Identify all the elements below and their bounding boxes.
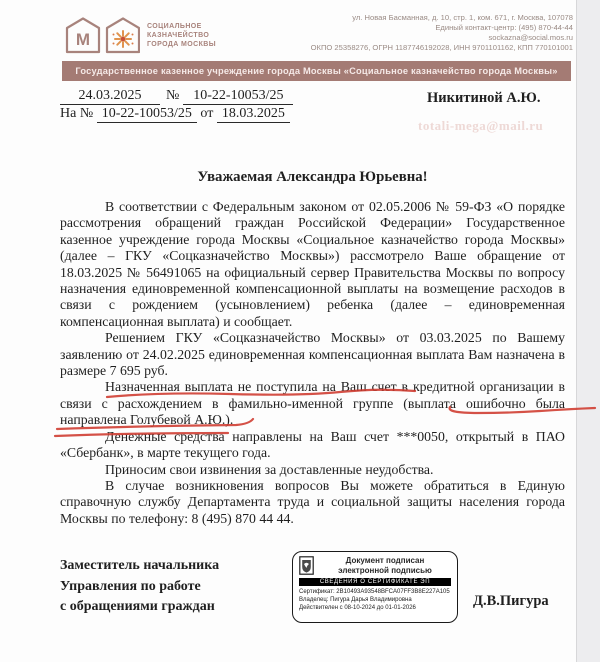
stamp-details [299, 588, 451, 612]
moscow-crest-icon [299, 556, 314, 575]
banner-text: Государственное казенное учреждение города Москвы «Социальное казначейство города Москвы» [75, 66, 558, 76]
stamp-title-line2: электронной подписью [338, 565, 432, 575]
signer-position-line: Заместитель начальника [60, 558, 220, 573]
signer-position-line: с обращениями граждан [60, 599, 215, 614]
org-logo-text-line: ГОРОДА МОСКВЫ [147, 40, 216, 48]
logo-letter-m: М [75, 30, 91, 49]
stamp-validity: Действителен с 08-10-2024 до 01-01-2026 [299, 605, 416, 611]
stamp-certificate-number: Сертификат: 2B10493A93548BFCA07FF3B8E227A105 [299, 589, 450, 595]
email-watermark: totali-mega@mail.ru [418, 118, 544, 133]
stamp-owner: Владелец: Пигура Дарья Владимировна [299, 597, 412, 603]
letter-paragraph: Денежные средства направлены на Ваш счет ***0050, открытый в ПАО «Сбербанк», в марте текущего года. [60, 428, 565, 461]
org-logo-text-line: СОЦИАЛЬНОЕ [147, 22, 202, 30]
contact-line: ул. Новая Басманная, д. 10, стр. 1, ком. 671, г. Москва, 107078 [352, 13, 573, 22]
banner [62, 61, 571, 81]
salutation: Уважаемая Александра Юрьевна! [197, 169, 428, 185]
incoming-number: 10-22-10053/25 [97, 106, 197, 123]
contact-line: sockazna@social.mos.ru [488, 33, 573, 42]
org-logo [64, 15, 216, 55]
signer-name: Д.В.Пигура [473, 593, 549, 609]
esignature-stamp [292, 551, 458, 623]
org-logo-text-line: КАЗНАЧЕЙСТВО [147, 31, 210, 39]
contact-line: ОКПО 25358276, ОГРН 1187746192028, ИНН 9701101162, КПП 770101001 [310, 43, 573, 52]
number-sign: № [166, 88, 180, 103]
org-logo-text [147, 22, 216, 49]
letter-paragraph: В соответствии с Федеральным законом от 02.05.2006 № 59-ФЗ «О порядке рассмотрения обращений граждан Российской Федерации» Государственное казенное учреждение города Москвы «Социальное казначейство города Москвы» (далее – ГКУ «Соцказначейство Москвы») рассмотрело Ваше обращение от 18.03.2025 № 56491065 на официальный сервер Правительства Москвы по вопросу назначения единовременной компенсационной выплаты на возмещение расходов в связи с рождением (усыновлением) ребенка (далее – единовременная компенсационная выплата) и сообщает. [60, 199, 565, 329]
letter-paragraph: Назначенная выплата не поступила на Ваш счет в кредитной организации в связи с расхождением в фамильно-именной группе (выплата ошибочно была направлена Голубевой А.Ю.). [60, 379, 565, 428]
addressee-name: Никитиной А.Ю. [427, 90, 541, 106]
treasury-logo-icon [64, 15, 140, 55]
signer-position-line: Управления по работе [60, 578, 201, 594]
outgoing-number: 10-22-10053/25 [183, 88, 293, 105]
reply-from-word: от [200, 106, 214, 121]
incoming-ref-line [60, 106, 290, 123]
letter-paragraph: Решением ГКУ «Соцказначейство Москвы» от 03.03.2025 по Вашему заявлению от 24.02.2025 единовременная компенсационная выплата Вам назначена в размере 7 695 руб. [60, 330, 565, 379]
signer-position [60, 556, 219, 618]
treasury-flower-icon [107, 19, 139, 53]
reply-prefix: На № [60, 106, 94, 121]
letter-paragraph: Приносим свои извинения за доставленные неудобства. [105, 461, 434, 477]
stamp-title [319, 556, 451, 575]
scan-edge-gutter [576, 0, 600, 662]
letter-body [60, 199, 565, 527]
letter-paragraph: В случае возникновения вопросов Вы можете обратиться в Единую справочную службу Департамента труда и социальной защиты населения города Москвы по телефону: 8 (495) 870 44 44. [60, 477, 565, 526]
outgoing-ref-line [60, 88, 293, 105]
stamp-title-line1: Документ подписан [345, 556, 425, 565]
contact-line: Единый контакт-центр: (495) 870-44-44 [435, 23, 573, 32]
stamp-certificate-bar: СВЕДЕНИЯ О СЕРТИФИКАТЕ ЭП [299, 578, 451, 586]
stamp-header [299, 556, 451, 575]
outgoing-date: 24.03.2025 [60, 88, 160, 105]
incoming-date: 18.03.2025 [217, 106, 290, 123]
org-contact-info [311, 13, 573, 53]
